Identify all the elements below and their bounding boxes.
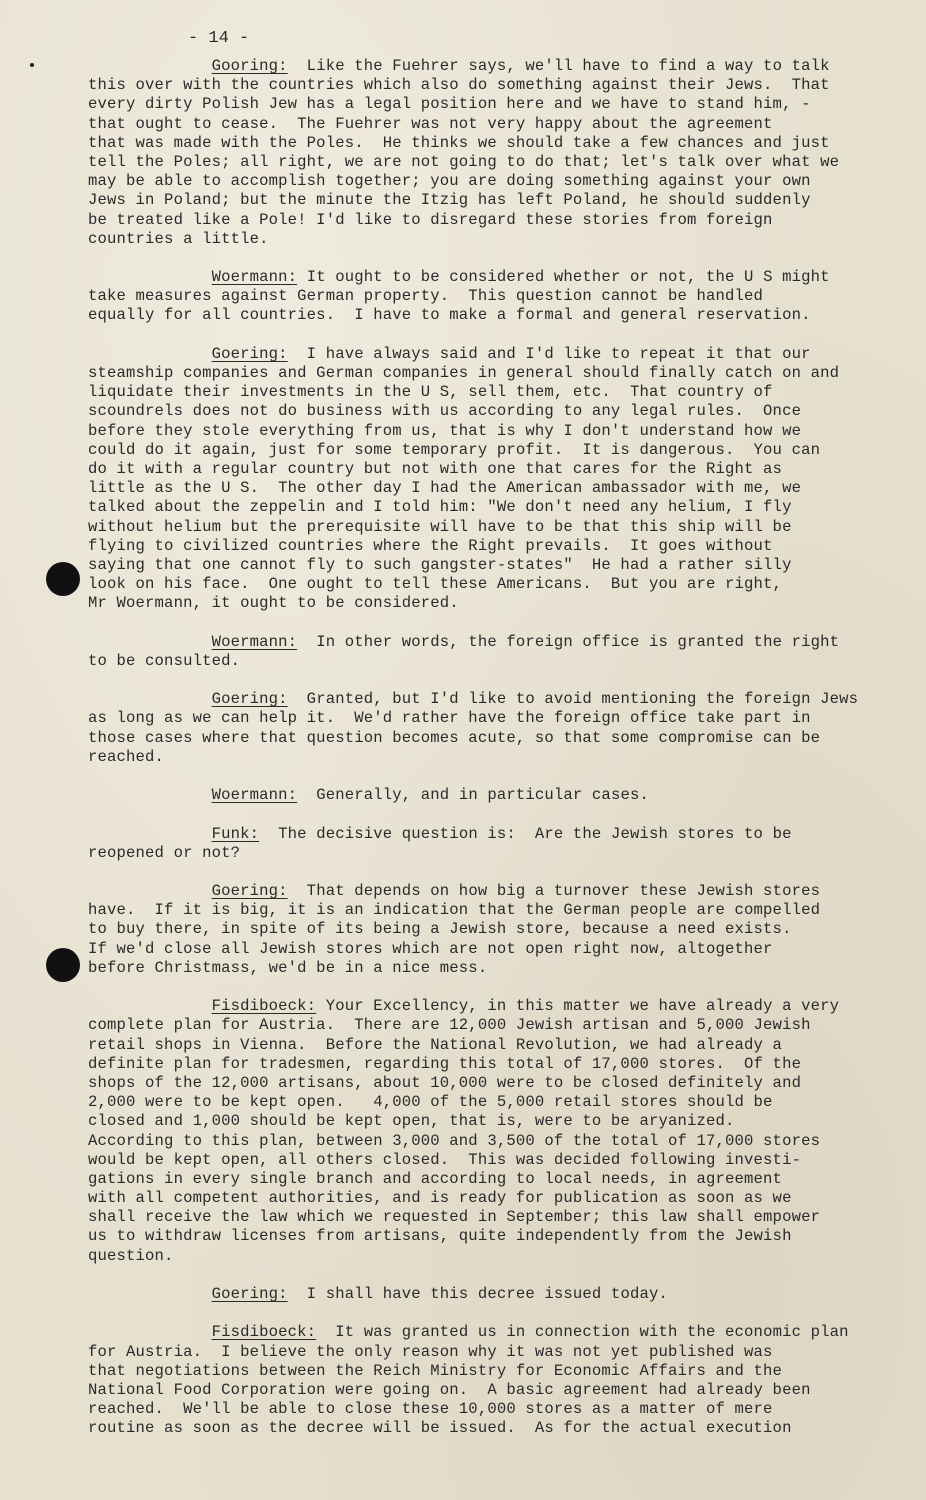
- line-text: may be able to accomplish together; you are doing something against your own: [88, 172, 811, 191]
- line-text: flying to civilized countries where the Right prevails. It goes without: [88, 536, 773, 555]
- speech-paragraph: [88, 57, 878, 249]
- speech-paragraph: [88, 268, 878, 326]
- line-text: as long as we can help it. We'd rather have the foreign office take part in: [88, 709, 811, 728]
- text-line: [88, 1112, 878, 1131]
- line-text: Granted, but I'd like to avoid mentioning the foreign Jews: [287, 690, 859, 709]
- line-text: equally for all countries. I have to make a formal and general reservation.: [88, 306, 811, 325]
- line-text: Generally, and in particular cases.: [297, 786, 649, 805]
- line-text: In other words, the foreign office is granted the right: [297, 632, 840, 651]
- speaker-name: Woermann:: [211, 268, 298, 287]
- text-line: [88, 1016, 878, 1035]
- speaker-name: Woermann:: [211, 786, 298, 805]
- text-line: [88, 1208, 878, 1227]
- text-line: [88, 498, 878, 517]
- speaker-name: Fisdiboeck:: [211, 1323, 317, 1342]
- speech-paragraph: [88, 825, 878, 863]
- text-line: [88, 1151, 878, 1170]
- line-text: to buy there, in spite of its being a Jewish store, because a need exists.: [88, 920, 792, 939]
- text-line: [88, 172, 878, 191]
- line-text: Your Excellency, in this matter we have already a very: [316, 997, 840, 1016]
- text-line: [88, 345, 878, 364]
- text-line: [88, 1074, 878, 1093]
- line-text: question.: [88, 1246, 174, 1265]
- text-line: [88, 882, 878, 901]
- speech-paragraph: [88, 1285, 878, 1304]
- line-text: That depends on how big a turnover these Jewish stores: [287, 882, 821, 901]
- line-text: steamship companies and German companies in general should finally catch on and: [88, 364, 840, 382]
- line-text: 2,000 were to be kept open. 4,000 of the 5,000 retail stores should be: [88, 1093, 773, 1112]
- text-line: [88, 211, 878, 230]
- line-text: that ought to cease. The Fuehrer was not very happy about the agreement: [88, 114, 773, 133]
- line-text: shall receive the law which we requested in September; this law shall empower: [88, 1208, 821, 1227]
- line-text: tell the Poles; all right, we are not going to do that; let's talk over what we: [88, 152, 840, 171]
- text-line: [88, 441, 878, 460]
- line-text: complete plan for Austria. There are 12,000 Jewish artisan and 5,000 Jewish: [88, 1016, 811, 1035]
- line-text: have. If it is big, it is an indication that the German people are compelled: [88, 901, 821, 920]
- text-line: [88, 479, 878, 498]
- line-text: retail shops in Vienna. Before the National Revolution, we had already a: [88, 1035, 783, 1054]
- text-line: [88, 1132, 878, 1151]
- text-line: [88, 729, 878, 748]
- text-line: [88, 306, 878, 325]
- line-text: shops of the 12,000 artisans, about 10,000 were to be closed definitely and: [88, 1073, 802, 1092]
- line-text: for Austria. I believe the only reason why it was not yet published was: [88, 1342, 773, 1361]
- text-line: [88, 901, 878, 920]
- line-text: take measures against German property. This question cannot be handled: [88, 287, 764, 306]
- text-line: [88, 1419, 878, 1438]
- text-line: [88, 594, 878, 613]
- text-line: [88, 786, 878, 805]
- text-line: [88, 268, 878, 287]
- line-text: to be consulted.: [88, 651, 241, 670]
- text-line: [88, 825, 878, 844]
- speaker-name: Goering:: [211, 344, 288, 363]
- line-text: that negotiations between the Reich Ministry for Economic Affairs and the: [88, 1361, 783, 1380]
- text-line: [88, 920, 878, 939]
- line-text: definite plan for tradesmen, regarding this total of 17,000 stores. Of the: [88, 1054, 802, 1073]
- speech-paragraph: [88, 690, 878, 767]
- line-text: National Food Corporation were going on. A basic agreement had already been: [88, 1380, 811, 1399]
- line-text: Like the Fuehrer says, we'll have to find a way to talk: [287, 57, 830, 75]
- line-text: with all competent authorities, and is ready for publication as soon as we: [88, 1189, 792, 1208]
- line-text: would be kept open, all others closed. This was decided following investi-: [88, 1150, 802, 1169]
- speaker-name: Woermann:: [211, 632, 298, 651]
- line-text: Jews in Poland; but the minute the Itzig has left Poland, he should suddenly: [88, 191, 811, 210]
- text-line: [88, 1381, 878, 1400]
- text-line: [88, 364, 878, 383]
- text-line: [88, 1362, 878, 1381]
- text-line: [88, 76, 878, 95]
- line-text: closed and 1,000 should be kept open, that is, were to be aryanized.: [88, 1112, 735, 1131]
- line-text: do it with a regular country but not with one that cares for the Right as: [88, 459, 783, 478]
- line-text: It ought to be considered whether or not, the U S might: [297, 268, 830, 287]
- text-line: [88, 57, 878, 76]
- text-line: [88, 997, 878, 1016]
- text-line: [88, 422, 878, 441]
- text-line: [88, 575, 878, 594]
- text-line: [88, 556, 878, 575]
- page-number: - 14 -: [188, 29, 250, 48]
- transcript-body: [88, 57, 878, 1458]
- line-text: those cases where that question becomes acute, so that some compromise can be: [88, 728, 821, 747]
- line-text: routine as soon as the decree will be issued. As for the actual execution: [88, 1419, 792, 1438]
- ink-speck: [30, 63, 34, 67]
- text-line: [88, 748, 878, 767]
- text-line: [88, 518, 878, 537]
- text-line: [88, 191, 878, 210]
- line-text: without helium but the prerequisite will have to be that this ship will be: [88, 517, 792, 536]
- line-text: The decisive question is: Are the Jewish stores to be: [259, 824, 792, 843]
- text-line: [88, 1036, 878, 1055]
- punch-hole-lower: [46, 948, 80, 982]
- speaker-name: Goering:: [211, 882, 288, 901]
- text-line: [88, 940, 878, 959]
- speaker-name: Gooring:: [211, 57, 288, 75]
- line-text: reached. We'll be able to close these 10,000 stores as a matter of mere: [88, 1400, 773, 1419]
- text-line: [88, 95, 878, 114]
- line-text: saying that one cannot fly to such gangster-states" He had a rather silly: [88, 555, 792, 574]
- speech-paragraph: [88, 997, 878, 1266]
- line-text: liquidate their investments in the U S, sell them, etc. That country of: [88, 383, 773, 402]
- line-text: us to withdraw licenses from artisans, quite independently from the Jewish: [88, 1227, 792, 1246]
- speech-paragraph: [88, 882, 878, 978]
- text-line: [88, 287, 878, 306]
- line-text: talked about the zeppelin and I told him: "We don't need any helium, I fly: [88, 498, 792, 517]
- text-line: [88, 134, 878, 153]
- text-line: [88, 1227, 878, 1246]
- text-line: [88, 1285, 878, 1304]
- line-text: reopened or not?: [88, 843, 241, 862]
- punch-hole-upper: [46, 562, 80, 596]
- line-text: I have always said and I'd like to repeat it that our: [287, 344, 811, 363]
- line-text: Mr Woermann, it ought to be considered.: [88, 594, 459, 613]
- line-text: that was made with the Poles. He thinks we should take a few chances and just: [88, 133, 830, 152]
- text-line: [88, 959, 878, 978]
- speaker-name: Funk:: [211, 824, 260, 843]
- line-text: I shall have this decree issued today.: [287, 1285, 668, 1303]
- text-line: [88, 1323, 878, 1342]
- speech-paragraph: [88, 633, 878, 671]
- speaker-name: Goering:: [211, 1285, 288, 1303]
- speech-paragraph: [88, 345, 878, 614]
- line-text: before Christmass, we'd be in a nice mess.: [88, 958, 488, 977]
- line-text: gations in every single branch and according to local needs, in agreement: [88, 1169, 783, 1188]
- text-line: [88, 690, 878, 709]
- line-text: countries a little.: [88, 229, 269, 248]
- line-text: It was granted us in connection with the economic plan: [316, 1323, 849, 1342]
- line-text: little as the U S. The other day I had the American ambassador with me, we: [88, 479, 802, 498]
- speaker-name: Goering:: [211, 690, 288, 709]
- line-text: According to this plan, between 3,000 and 3,500 of the total of 17,000 stores: [88, 1131, 821, 1150]
- text-line: [88, 537, 878, 556]
- line-text: If we'd close all Jewish stores which are not open right now, altogether: [88, 939, 773, 958]
- text-line: [88, 709, 878, 728]
- speaker-name: Fisdiboeck:: [211, 997, 317, 1016]
- text-line: [88, 1189, 878, 1208]
- text-line: [88, 402, 878, 421]
- text-line: [88, 153, 878, 172]
- line-text: be treated like a Pole! I'd like to disregard these stories from foreign: [88, 210, 773, 229]
- text-line: [88, 230, 878, 249]
- speech-paragraph: [88, 1323, 878, 1438]
- line-text: look on his face. One ought to tell these Americans. But you are right,: [88, 575, 783, 594]
- line-text: this over with the countries which also do something against their Jews. That: [88, 76, 830, 95]
- line-text: every dirty Polish Jew has a legal position here and we have to stand him, -: [88, 95, 811, 114]
- line-text: scoundrels does not do business with us according to any legal rules. Once: [88, 402, 802, 421]
- text-line: [88, 1170, 878, 1189]
- text-line: [88, 844, 878, 863]
- line-text: could do it again, just for some temporary profit. It is dangerous. You can: [88, 440, 821, 459]
- text-line: [88, 115, 878, 134]
- text-line: [88, 383, 878, 402]
- line-text: reached.: [88, 747, 165, 766]
- speech-paragraph: [88, 786, 878, 805]
- line-text: before they stole everything from us, that is why I don't understand how we: [88, 421, 802, 440]
- text-line: [88, 1343, 878, 1362]
- text-line: [88, 1093, 878, 1112]
- text-line: [88, 633, 878, 652]
- text-line: [88, 460, 878, 479]
- text-line: [88, 1400, 878, 1419]
- text-line: [88, 1055, 878, 1074]
- text-line: [88, 652, 878, 671]
- text-line: [88, 1247, 878, 1266]
